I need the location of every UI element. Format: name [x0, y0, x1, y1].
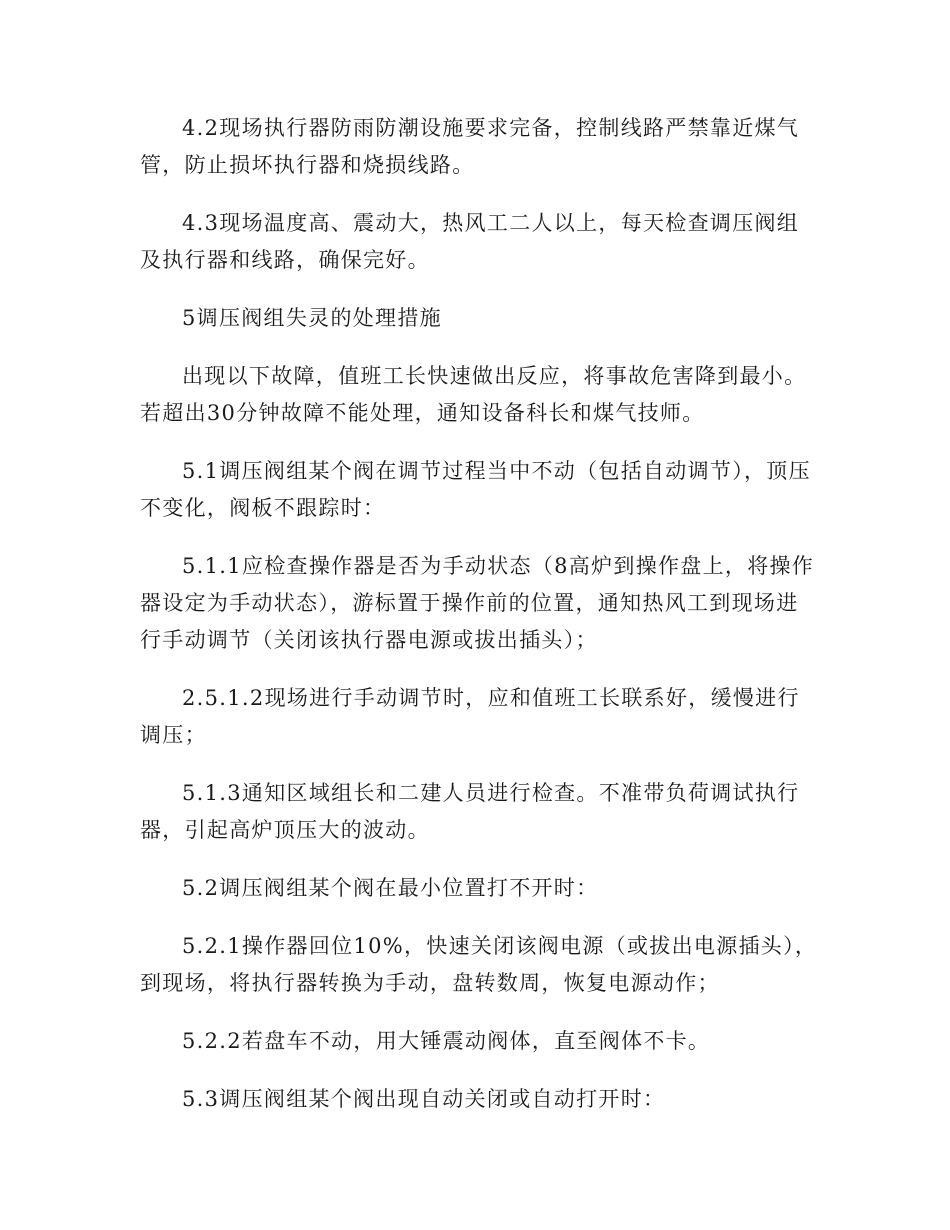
paragraph-2-5-1-2: 2.5.1.2现场进行手动调节时，应和值班工长联系好，缓慢进行调压；: [140, 686, 800, 747]
paragraph-5-2: 5.2调压阀组某个阀在最小位置打不开时：: [182, 876, 599, 900]
paragraph-fault-response: 出现以下故障，值班工长快速做出反应，将事故危害降到最小。若超出30分钟故障不能处理，通知设备科长和煤气技师。: [140, 364, 807, 425]
document-body: [140, 110, 820, 1139]
paragraph-5-2-2: 5.2.2若盘车不动，用大锤震动阀体，直至阀体不卡。: [182, 1029, 711, 1053]
paragraph-4-2: 4.2现场执行器防雨防潮设施要求完备，控制线路严禁靠近煤气管，防止损坏执行器和烧损线路。: [140, 116, 800, 177]
section-heading-5: 5调压阀组失灵的处理措施: [182, 306, 442, 330]
paragraph-5-2-1: 5.2.1操作器回位10%，快速关闭该阀电源（或拔出电源插头），到现场，将执行器转换为手动，盘转数周，恢复电源动作；: [140, 934, 818, 995]
paragraph-5-1-3: 5.1.3通知区域组长和二建人员进行检查。不准带负荷调试执行器，引起高炉顶压大的波动。: [140, 781, 800, 842]
paragraph-5-1: 5.1调压阀组某个阀在调节过程当中不动（包括自动调节），顶压不变化，阀板不跟踪时：: [140, 459, 811, 520]
paragraph-5-1-1: 5.1.1应检查操作器是否为手动状态（8高炉到操作盘上，将操作器设定为手动状态），游标置于操作前的位置，通知热风工到现场进行手动调节（关闭该执行器电源或拔出插头）；: [140, 554, 815, 652]
paragraph-4-3: 4.3现场温度高、震动大，热风工二人以上，每天检查调压阀组及执行器和线路，确保完好。: [140, 211, 800, 272]
paragraph-5-3: 5.3调压阀组某个阀出现自动关闭或自动打开时：: [182, 1087, 666, 1111]
